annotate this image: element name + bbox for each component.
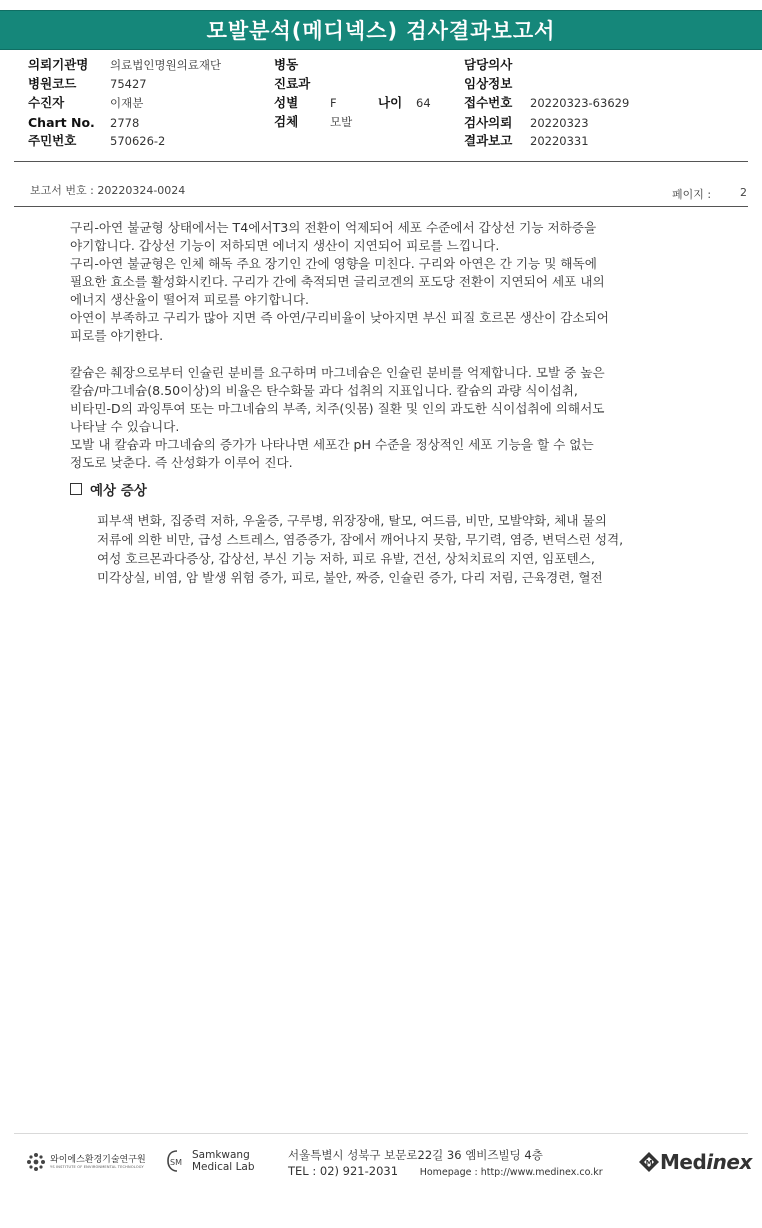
receipt-no-label: 접수번호	[464, 95, 513, 110]
symptoms-list	[97, 511, 717, 587]
svg-text:SM: SM	[170, 1158, 182, 1167]
page-number: 2	[740, 186, 747, 199]
report-number: 보고서 번호 : 20220324-0024	[30, 184, 186, 197]
footer-homepage: Homepage : http://www.medinex.co.kr	[419, 1167, 603, 1178]
ward-label: 병동	[274, 57, 299, 72]
info-institution-value-wrap	[110, 56, 221, 74]
receipt-no-value: 20220323-63629	[530, 96, 630, 110]
text-line: 모발 내 칼슘과 마그네슘의 증가가 나타나면 세포간 pH 수준을 정상적인 세포 기능을 할 수 없는	[70, 437, 594, 452]
medinex-brand-part1: Med	[660, 1150, 707, 1174]
samkwang-emblem-icon	[166, 1149, 188, 1173]
text-line: 나타날 수 있습니다.	[70, 419, 180, 434]
sex-label: 성별	[274, 95, 299, 110]
info-sex-value-wrap	[330, 94, 337, 112]
page-label: 페이지 :	[672, 188, 712, 201]
symptoms-line: 미각상실, 비염, 암 발생 위험 증가, 피로, 불안, 짜증, 인슐린 증가, 다리 저림, 근육경련, 혈전	[97, 570, 603, 585]
specimen-value: 모발	[330, 115, 353, 129]
info-resident-no-value-wrap	[110, 132, 165, 150]
page-indicator	[672, 186, 747, 202]
footer-address-block	[288, 1147, 603, 1181]
specimen-label: 검체	[274, 114, 299, 129]
request-date-label: 검사의뢰	[464, 115, 513, 130]
info-receipt-no	[464, 94, 512, 112]
info-examinee-value-wrap	[110, 94, 143, 112]
info-department	[274, 75, 310, 93]
info-report-date-value-wrap	[530, 132, 589, 150]
samkwang-logo	[166, 1149, 255, 1173]
institution-value: 의료법인명원의료재단	[110, 58, 222, 72]
age-label: 나이	[378, 95, 403, 110]
symptoms-heading	[70, 479, 147, 499]
report-date-label: 결과보고	[464, 133, 513, 148]
symptoms-title: 예상 증상	[90, 483, 147, 499]
medinex-logo	[638, 1150, 752, 1174]
report-title-bar	[0, 10, 762, 50]
hospital-code-label: 병원코드	[28, 76, 77, 91]
info-specimen-value-wrap	[330, 113, 352, 131]
info-institution	[28, 56, 88, 74]
request-date-value: 20220323	[530, 116, 589, 130]
chart-no-value: 2778	[110, 116, 140, 130]
chart-no-label: Chart No.	[28, 115, 95, 130]
header-divider	[14, 161, 748, 162]
paragraph-copper-zinc	[70, 219, 722, 345]
text-line: 칼슘은 췌장으로부터 인슐린 분비를 요구하며 마그네슘은 인슐린 분비를 억제합니다. 모발 중 높은	[70, 365, 605, 380]
sex-value: F	[330, 96, 337, 110]
resident-no-value: 570626-2	[110, 134, 166, 148]
text-line: 구리-아연 불균형은 인체 해독 주요 장기인 간에 영향을 미친다. 구리와 아연은 간 기능 및 해독에	[70, 256, 597, 271]
info-chart-no	[28, 114, 95, 132]
footer-address: 서울특별시 성북구 보문로22길 36 엠비즈빌딩 4층	[288, 1148, 543, 1162]
doctor-label: 담당의사	[464, 57, 513, 72]
info-hospital-code	[28, 75, 76, 93]
checkbox-icon	[70, 483, 82, 495]
symptoms-line: 여성 호르몬과다증상, 갑상선, 부신 기능 저하, 피로 유발, 건선, 상처치료의 지연, 임포텐스,	[97, 551, 595, 566]
text-line: 에너지 생산율이 떨어져 피로를 야기합니다.	[70, 292, 309, 307]
examinee-label: 수진자	[28, 95, 65, 110]
medinex-brand	[660, 1150, 752, 1174]
ys-emblem-icon	[26, 1152, 46, 1172]
resident-no-label: 주민번호	[28, 133, 77, 148]
text-line: 아연이 부족하고 구리가 많아 지면 즉 아연/구리비율이 낮아지면 부신 피질 호르몬 생산이 감소되어	[70, 310, 609, 325]
info-report-date	[464, 132, 512, 150]
text-line: 피로를 야기한다.	[70, 328, 164, 343]
footer-contact	[288, 1163, 603, 1181]
department-label: 진료과	[274, 76, 311, 91]
ys-logo-text: 와이에스환경기술연구원	[50, 1154, 146, 1165]
hospital-code-value: 75427	[110, 77, 147, 91]
info-resident-no	[28, 132, 76, 150]
clinical-info-label: 임상정보	[464, 76, 513, 91]
text-line: 필요한 효소를 활성화시킨다. 구리가 간에 축적되면 글리코겐의 포도당 전환이 지연되어 세포 내의	[70, 274, 605, 289]
info-sex	[274, 94, 298, 112]
info-specimen	[274, 113, 298, 131]
info-age-value-wrap	[416, 94, 431, 112]
medinex-brand-part2: inex	[706, 1150, 752, 1174]
text-line: 구리-아연 불균형 상태에서는 T4에서T3의 전환이 억제되어 세포 수준에서 갑상선 기능 저하증을	[70, 220, 597, 235]
symptoms-line: 피부색 변화, 집중력 저하, 우울증, 구루병, 위장장애, 탈모, 여드름, 비만, 모발약화, 체내 물의	[97, 513, 607, 528]
text-line: 칼슘/마그네슘(8.50이상)의 비율은 탄수화물 과다 섭취의 지표입니다. 칼슘의 과량 식이섭취,	[70, 383, 578, 398]
text-line: 비타민-D의 과잉투여 또는 마그네슘의 부족, 치주(잇몸) 질환 및 인의 과도한 식이섭취에 의해서도	[70, 401, 605, 416]
medinex-emblem-icon	[638, 1151, 660, 1173]
footer-tel: TEL : 02) 921-2031	[288, 1164, 399, 1178]
ys-logo-subtext: YS INSTITUTE OF ENVIRONMENTAL TECHNOLOGY	[50, 1164, 144, 1169]
ys-institute-logo	[26, 1152, 146, 1172]
svg-text:M: M	[645, 1159, 653, 1167]
body-divider	[14, 206, 748, 207]
info-doctor	[464, 56, 512, 74]
info-receipt-no-value-wrap	[530, 94, 629, 112]
info-ward	[274, 56, 298, 74]
info-request-date	[464, 114, 512, 132]
samkwang-line2: Medical Lab	[192, 1161, 255, 1173]
footer-divider	[14, 1133, 748, 1134]
examinee-value: 이재분	[110, 96, 144, 110]
info-clinical	[464, 75, 512, 93]
text-line: 정도로 낮춘다. 즉 산성화가 이루어 진다.	[70, 455, 293, 470]
info-age	[378, 94, 402, 112]
samkwang-line1: Samkwang	[192, 1149, 250, 1161]
info-request-date-value-wrap	[530, 114, 589, 132]
report-title: 모발분석(메디넥스) 검사결과보고서	[206, 19, 556, 43]
report-date-value: 20220331	[530, 134, 589, 148]
info-examinee	[28, 94, 64, 112]
text-line: 야기합니다. 갑상선 기능이 저하되면 에너지 생산이 지연되어 피로를 느낍니다.	[70, 238, 500, 253]
institution-label: 의뢰기관명	[28, 57, 89, 72]
paragraph-calcium-magnesium	[70, 364, 722, 472]
info-hospital-code-value-wrap	[110, 75, 147, 93]
info-chart-no-value-wrap	[110, 114, 139, 132]
age-value: 64	[416, 96, 431, 110]
symptoms-line: 저류에 의한 비만, 급성 스트레스, 염증증가, 잠에서 깨어나지 못함, 무기력, 염증, 변덕스런 성격,	[97, 532, 624, 547]
